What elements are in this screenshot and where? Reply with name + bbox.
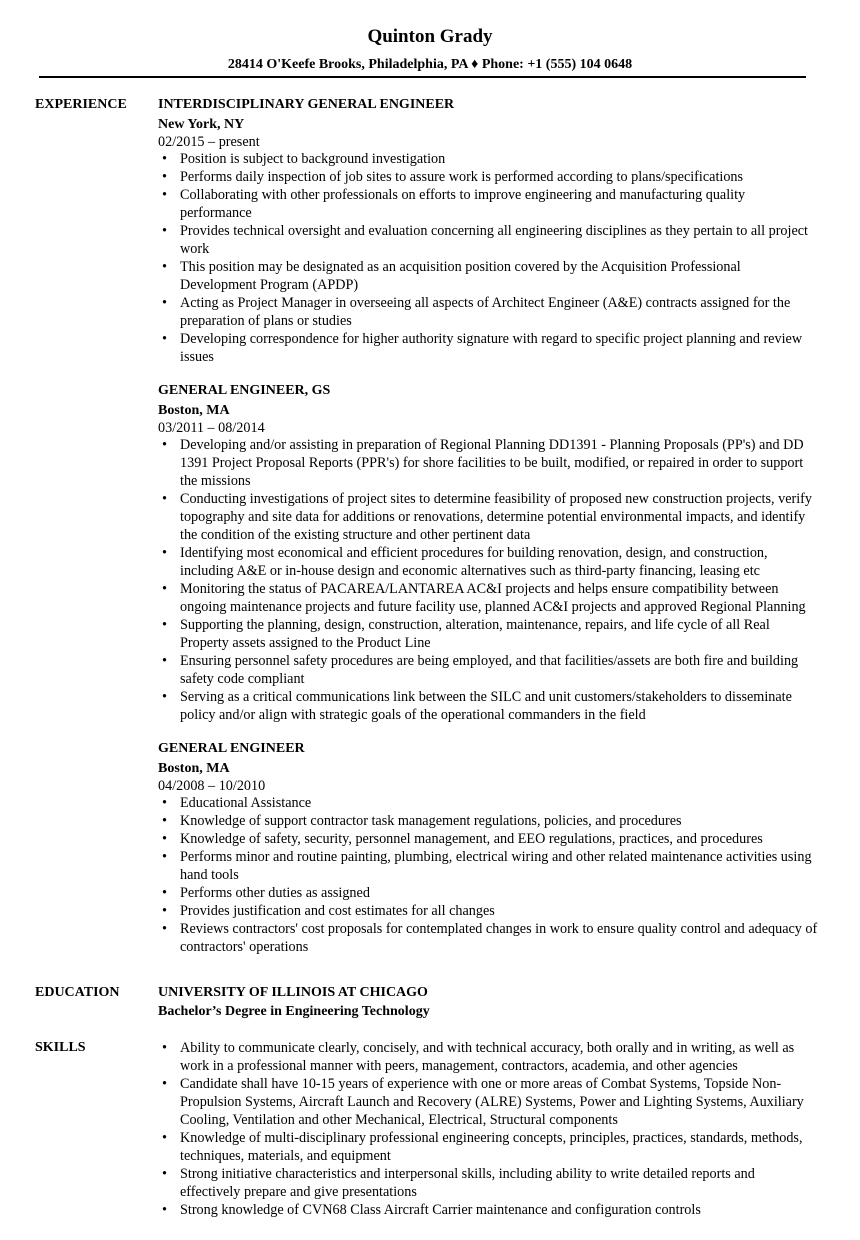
- experience-label: EXPERIENCE: [35, 97, 127, 112]
- list-item: • Ability to communicate clearly, concisely, and with technical accuracy, both orally and in writing, as well as work in a professional manner with peers, management, contractors, academia, and other agencies: [158, 1039, 818, 1075]
- education-label: EDUCATION: [35, 985, 120, 1000]
- list-item: • Strong initiative characteristics and interpersonal skills, including ability to write detailed reports and effectively prepare and give presentations: [158, 1165, 818, 1201]
- list-item: • Supporting the planning, design, construction, alteration, maintenance, repairs, and life cycle of all Real Property assets assigned to the Product Line: [158, 616, 818, 652]
- list-item: • Performs daily inspection of job sites to assure work is performed according to plans/specifications: [158, 168, 818, 186]
- candidate-name: Quinton Grady: [367, 26, 493, 47]
- list-item: • This position may be designated as an acquisition position covered by the Acquisition Professional Development Program (APDP): [158, 258, 818, 294]
- school-name: UNIVERSITY OF ILLINOIS AT CHICAGO: [158, 985, 428, 1000]
- job-entry: [158, 96, 818, 366]
- job-location: Boston, MA: [158, 761, 230, 776]
- experience-body: [158, 96, 818, 956]
- job-title: GENERAL ENGINEER, GS: [158, 383, 331, 398]
- job-title: GENERAL ENGINEER: [158, 741, 305, 756]
- skills-section: [0, 1039, 860, 1219]
- list-item: • Knowledge of support contractor task management regulations, policies, and procedures: [158, 812, 818, 830]
- job-location: Boston, MA: [158, 403, 230, 418]
- skills-label: SKILLS: [35, 1040, 86, 1055]
- list-item: • Position is subject to background investigation: [158, 150, 818, 168]
- job-entry: [158, 740, 818, 956]
- list-item: • Conducting investigations of project sites to determine feasibility of proposed new construction projects, verify topography and site data for additions or renovations, determine potential environmental impacts, and identify the condition of the existing structure and other pertinent data: [158, 490, 818, 544]
- list-item: • Reviews contractors' cost proposals for contemplated changes in work to ensure quality control and adequacy of contractors' operations: [158, 920, 818, 956]
- list-item: • Developing and/or assisting in preparation of Regional Planning DD1391 - Planning Proposals (PP's) and DD 1391 Project Proposal Reports (PPR's) for shore facilities to be built, modified, or repaired in order to support the missions: [158, 436, 818, 490]
- skills-bullet-list: [158, 1039, 818, 1219]
- header-divider: [39, 76, 806, 78]
- list-item: • Monitoring the status of PACAREA/LANTAREA AC&I projects and helps ensure compatibility between ongoing maintenance projects and future facility use, planned AC&I projects and approved Regional Planning: [158, 580, 818, 616]
- list-item: • Collaborating with other professionals on efforts to improve engineering and manufacturing quality performance: [158, 186, 818, 222]
- list-item: • Serving as a critical communications link between the SILC and unit customers/stakeholders to disseminate policy and/or align with strategic goals of the operational commanders in the field: [158, 688, 818, 724]
- job-bullet-list: [158, 436, 818, 724]
- experience-section: [0, 96, 860, 956]
- job-dates: 03/2011 – 08/2014: [158, 420, 265, 436]
- list-item: • Strong knowledge of CVN68 Class Aircraft Carrier maintenance and configuration controls: [158, 1201, 818, 1219]
- list-item: • Knowledge of safety, security, personnel management, and EEO regulations, practices, and procedures: [158, 830, 818, 848]
- job-dates: 02/2015 – present: [158, 134, 260, 150]
- list-item: • Ensuring personnel safety procedures are being employed, and that facilities/assets are both fire and building safety code compliant: [158, 652, 818, 688]
- education-section: [0, 984, 860, 1021]
- list-item: • Identifying most economical and efficient procedures for building renovation, design, and construction, including A&E or in-house design and economic alternatives such as third-party financing, leasing etc: [158, 544, 818, 580]
- list-item: • Provides justification and cost estimates for all changes: [158, 902, 818, 920]
- contact-line: 28414 O'Keefe Brooks, Philadelphia, PA ♦ Phone: +1 (555) 104 0648: [227, 57, 633, 72]
- list-item: • Educational Assistance: [158, 794, 818, 812]
- degree-name: Bachelor’s Degree in Engineering Technology: [158, 1004, 430, 1019]
- list-item: • Candidate shall have 10-15 years of experience with one or more areas of Combat Systems, Topside Non-Propulsion Systems, Aircraft Launch and Recovery (ALRE) Systems, Power and Lighting Systems, Auxiliary Cooling, Ventilation and other Mechanical, Electrical, Structural components: [158, 1075, 818, 1129]
- job-title: INTERDISCIPLINARY GENERAL ENGINEER: [158, 97, 455, 112]
- list-item: • Acting as Project Manager in overseeing all aspects of Architect Engineer (A&E) contracts assigned for the preparation of plans or studies: [158, 294, 818, 330]
- list-item: • Knowledge of multi-disciplinary professional engineering concepts, principles, practices, standards, methods, techniques, materials, and equipment: [158, 1129, 818, 1165]
- job-location: New York, NY: [158, 117, 245, 132]
- education-body: [158, 984, 818, 1021]
- job-bullet-list: [158, 150, 818, 366]
- list-item: • Performs other duties as assigned: [158, 884, 818, 902]
- list-item: • Developing correspondence for higher authority signature with regard to specific project planning and review issues: [158, 330, 818, 366]
- list-item: • Performs minor and routine painting, plumbing, electrical wiring and other related maintenance activities using hand tools: [158, 848, 818, 884]
- skills-body: [158, 1039, 818, 1219]
- job-bullet-list: [158, 794, 818, 956]
- job-entry: [158, 382, 818, 724]
- list-item: • Provides technical oversight and evaluation concerning all engineering disciplines as they pertain to all project work: [158, 222, 818, 258]
- job-dates: 04/2008 – 10/2010: [158, 778, 266, 794]
